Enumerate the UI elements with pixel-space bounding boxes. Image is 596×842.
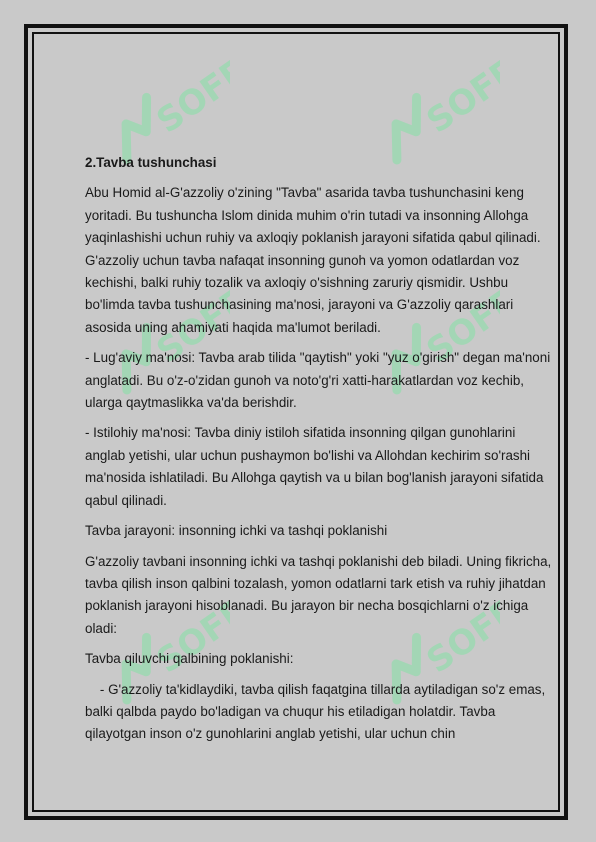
svg-text:SOFF: SOFF [419,60,500,142]
paragraph-purification: G'azzoliy tavbani insonning ichki va tashqi poklanishi deb biladi. Uning fikricha, tavba qilish inson qalbini tozalash, yomon odatlarni tark etish va ruhiy jihatdan poklanish jarayoni hisoblanadi. Bu jarayon bir necha bosqichlarni o'z ichiga oladi: [85,553,552,636]
svg-text:SOFF: SOFF [419,290,500,372]
paragraph-heart-title: Tavba qiluvchi qalbining poklanishi: [85,651,294,667]
section-heading: 2.Tavba tushunchasi [85,155,217,170]
paragraph-intro: Abu Homid al-G'azzoliy o'zining "Tavba" asarida tavba tushunchasini keng yoritadi. Bu tushuncha Islom dinida muhim o'rin tutadi va insonning Allohga yaqinlashishi uchun ruhiy va axloqiy poklanish jarayoni sifatida qabul qilinadi. G'azzoliy uchun tavba nafaqat insonning gunoh va yomon odatlardan voz kechishi, balki ruhiy tozalik va axloqiy o'sishning zaruriy qismidir. Ushbu bo'limda tavba tushunchasining ma'nosi, jarayoni va G'azzoliy qarashlari asosida uning ahamiyati haqida ma'lumot beriladi. [85,185,541,335]
paragraph-terminological-meaning: - Istilohiy ma'nosi: Tavba diniy istiloh sifatida insonning qilgan gunohlarini anglab yetishi, ular uchun pushaymon bo'lishi va Allohdan kechirim so'rashi ma'nosida ishlatiladi. Bu Allohga qaytish va u bilan bog'lanish jarayoni sifatida qabul qilinadi. [85,425,544,508]
svg-text:SOFF: SOFF [149,290,230,372]
paragraph-lexical-meaning: - Lug'aviy ma'nosi: Tavba arab tilida "qaytish" yoki "yuz o'girish" degan ma'noni anglatadi. Bu o'z-o'zidan gunoh va noto'g'ri xatti-harakatlardan voz kechib, ularga qaytmaslikka va'da berishdir. [85,350,551,411]
svg-text:SOFF: SOFF [149,600,230,682]
paragraph-process-title: Tavba jarayoni: insonning ichki va tashqi poklanishi [85,523,388,539]
svg-text:SOFF: SOFF [419,600,500,682]
paragraph-heart-body: - G'azzoliy ta'kidlaydiki, tavba qilish faqatgina tillarda aytiladigan so'z emas, balki qalbda paydo bo'ladigan va chuqur his etiladigan holatdir. Tavba qilayotgan inson o'z gunohlarini anglab yetishi, ular uchun chin [85,681,549,742]
document-body [85,152,557,754]
svg-text:SOFF: SOFF [149,60,230,142]
